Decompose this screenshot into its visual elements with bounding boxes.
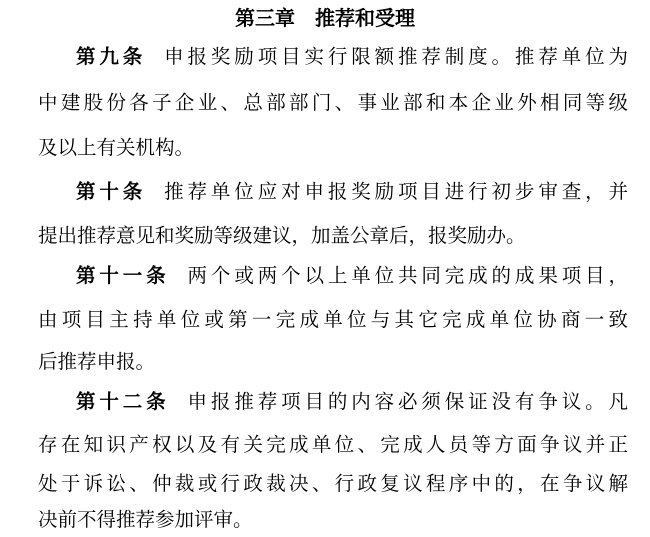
article-12-number: 第十二条: [76, 390, 170, 413]
article-9-line-2: 中建股份各子企业、总部部门、事业部和本企业外相同等级: [38, 91, 628, 114]
article-9-number: 第九条: [76, 45, 147, 68]
article-12-line-4: 决前不得推荐参加评审。: [38, 508, 253, 531]
article-12-line-2: 存在知识产权以及有关完成单位、完成人员等方面争议并正: [38, 433, 628, 456]
article-10-line-2: 提出推荐意见和奖励等级建议，加盖公章后，报奖励办。: [38, 224, 526, 247]
article-12-text-1: 申报推荐项目的内容必须保证没有争议。凡: [187, 390, 628, 413]
article-12-line-3: 处于诉讼、仲裁或行政裁决、行政复议程序中的，在争议解: [38, 472, 628, 495]
article-9-text-1: 申报奖励项目实行限额推荐制度。推荐单位为: [164, 45, 628, 68]
article-10-text-1: 推荐单位应对申报奖励项目进行初步审查，并: [164, 180, 628, 203]
article-11-line-3: 后推荐申报。: [38, 350, 156, 373]
article-11-line-2: 由项目主持单位或第一完成单位与其它完成单位协商一致: [38, 308, 628, 331]
article-11-number: 第十一条: [76, 264, 170, 287]
chapter-title: 第三章 推荐和受理: [235, 6, 415, 30]
article-11-line-1: [76, 262, 628, 290]
article-9-line-3: 及以上有关机构。: [38, 136, 195, 159]
article-12-line-1: [76, 388, 628, 416]
article-10-number: 第十条: [76, 180, 147, 203]
article-11-text-1: 两个或两个以上单位共同完成的成果项目，: [187, 264, 628, 287]
article-10-line-1: [76, 178, 628, 206]
article-9-line-1: [76, 43, 628, 71]
